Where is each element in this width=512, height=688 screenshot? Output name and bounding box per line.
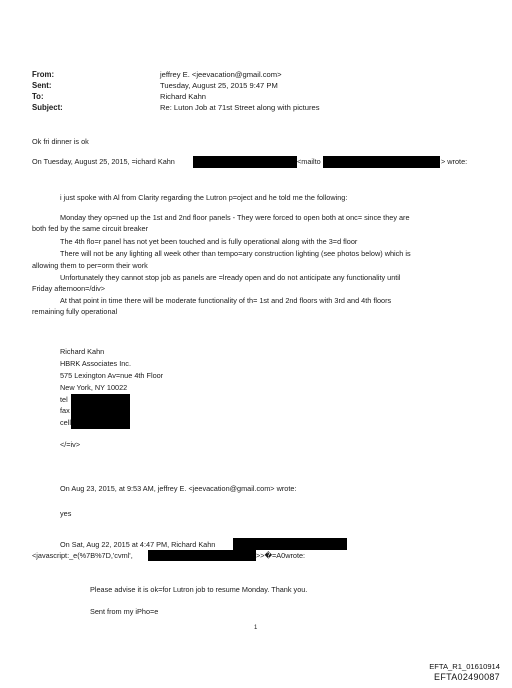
quote1-p6a: At that point in time there will be moderate functionality of th= 1st and 2nd floors with 3rd and 4th floors bbox=[60, 296, 392, 305]
quote1-p6b: remaining fully operational bbox=[32, 307, 118, 316]
redaction-email-3 bbox=[233, 538, 347, 550]
quote1-p3: The 4th flo=r panel has not yet been touched and is fully operational along with the 3=d floor bbox=[60, 237, 358, 246]
sent-value: Tuesday, August 25, 2015 9:47 PM bbox=[160, 81, 278, 90]
to-label: To: bbox=[32, 92, 44, 101]
from-value: jeffrey E. <jeevacation@gmail.com> bbox=[160, 70, 282, 79]
signature-address1: 575 Lexington Av=nue 4th Floor bbox=[60, 371, 164, 380]
signature-name: Richard Kahn bbox=[60, 347, 105, 356]
quote3-wrote: >>�=A0wrote: bbox=[256, 551, 306, 560]
redaction-phone-numbers bbox=[71, 394, 130, 429]
quote1-p4a: There will not be any lighting all week other than tempo=ary construction lighting (see photos below) which is bbox=[60, 249, 411, 258]
signature-fax: fax bbox=[60, 406, 70, 415]
quote1-mailto: <mailto bbox=[297, 157, 321, 166]
signature-tel: tel bbox=[60, 395, 68, 404]
quote3-intro: On Sat, Aug 22, 2015 at 4:47 PM, Richard Kahn bbox=[60, 540, 216, 549]
redaction-email-1 bbox=[193, 156, 297, 168]
quote1-p4b: allowing them to per=orm their work bbox=[32, 261, 148, 270]
reply-text: Ok fri dinner is ok bbox=[32, 137, 89, 146]
to-value: Richard Kahn bbox=[160, 92, 207, 101]
subject-value: Re: Luton Job at 71st Street along with pictures bbox=[160, 103, 320, 112]
quote3-js: <javascript:_e(%7B%7D,'cvml', bbox=[32, 551, 133, 560]
signature-div-close: </=iv> bbox=[60, 440, 81, 449]
quote1-p5a: Unfortunately they cannot stop job as panels are =lready open and do not anticipate any functionality until bbox=[60, 273, 401, 282]
redaction-email-2 bbox=[323, 156, 440, 168]
quote1-p1: i just spoke with Al from Clarity regarding the Lutron p=oject and he told me the following: bbox=[60, 193, 348, 202]
signature-cell: cell bbox=[60, 418, 71, 427]
page-number: 1 bbox=[254, 625, 258, 631]
quote3-sent-from: Sent from my iPho=e bbox=[90, 607, 159, 616]
quote3-body: Please advise it is ok=for Lutron job to resume Monday. Thank you. bbox=[90, 585, 308, 594]
quote2-intro: On Aug 23, 2015, at 9:53 AM, jeffrey E. <jeevacation@gmail.com> wrote: bbox=[60, 484, 297, 493]
quote1-intro: On Tuesday, August 25, 2015, =ichard Kahn bbox=[32, 157, 175, 166]
sent-label: Sent: bbox=[32, 81, 52, 90]
quote2-body: yes bbox=[60, 509, 72, 518]
quote1-p2a: Monday they op=ned up the 1st and 2nd floor panels - They were forced to open both at onc= since they are bbox=[60, 213, 410, 222]
quote1-p2b: both fed by the same circuit breaker bbox=[32, 224, 148, 233]
signature-address2: New York, NY 10022 bbox=[60, 383, 128, 392]
redaction-email-4 bbox=[148, 550, 256, 561]
quote1-wrote: > wrote: bbox=[441, 157, 468, 166]
subject-label: Subject: bbox=[32, 103, 63, 112]
footer-ref-2: EFTA02490087 bbox=[434, 672, 500, 682]
from-label: From: bbox=[32, 70, 55, 79]
signature-company: HBRK Associates Inc. bbox=[60, 359, 131, 368]
quote1-p5b: Friday afternoon=/div> bbox=[32, 284, 106, 293]
footer-ref-1: EFTA_R1_01610914 bbox=[429, 662, 500, 671]
